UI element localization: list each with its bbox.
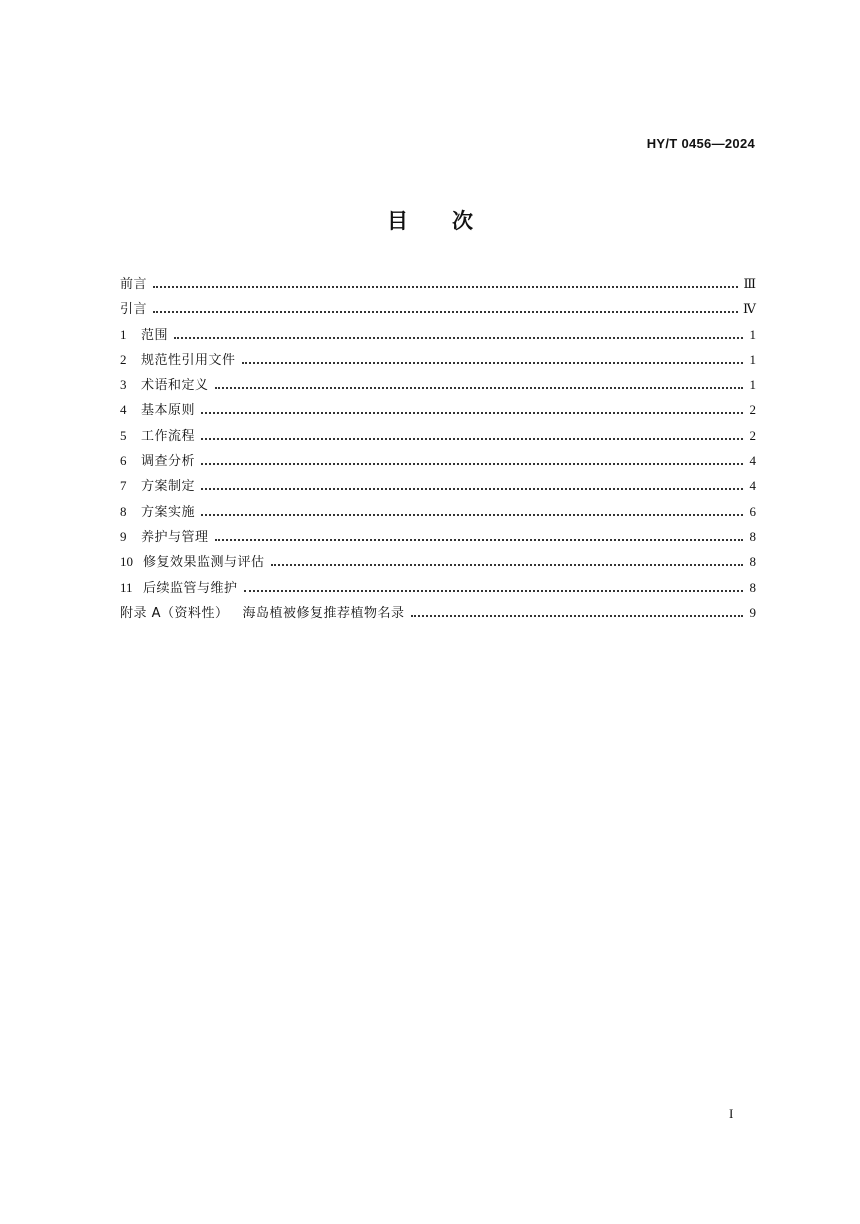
dot-leader bbox=[201, 463, 743, 465]
dot-leader bbox=[201, 412, 743, 414]
toc-entry-label: 修复效果监测与评估 bbox=[143, 555, 265, 571]
toc-entry-investigation-analysis[interactable] bbox=[120, 450, 756, 475]
dot-leader bbox=[215, 539, 743, 541]
toc-entry-maintenance-management[interactable] bbox=[120, 526, 756, 551]
toc-entry-monitoring-evaluation[interactable] bbox=[120, 551, 756, 576]
dot-leader bbox=[153, 311, 738, 313]
toc-entry-label: 海岛植被修复推荐植物名录 bbox=[242, 605, 405, 621]
dot-leader bbox=[215, 387, 743, 389]
toc-entry-page: 4 bbox=[749, 478, 756, 494]
toc-entry-page: 8 bbox=[749, 528, 756, 544]
standard-code: HY/T 0456—2024 bbox=[646, 136, 755, 151]
toc-entry-page: Ⅲ bbox=[743, 276, 756, 291]
toc-entry-label: 引言 bbox=[120, 302, 148, 318]
toc-entry-plan-implementation[interactable] bbox=[120, 501, 756, 526]
dot-leader bbox=[201, 514, 743, 516]
toc-entry-label: 方案实施 bbox=[141, 504, 196, 520]
toc-appendix-tag: 附录 A（资料性） bbox=[120, 605, 229, 621]
toc-entry-introduction[interactable] bbox=[120, 298, 756, 323]
toc-entry-normative-references[interactable] bbox=[120, 349, 756, 374]
dot-leader bbox=[201, 488, 743, 490]
toc-entry-number: 2 bbox=[120, 351, 127, 367]
toc-title-char-1: 目 bbox=[387, 209, 408, 233]
toc-entry-workflow[interactable] bbox=[120, 425, 756, 450]
table-of-contents bbox=[120, 273, 756, 627]
toc-entry-page: 4 bbox=[749, 453, 756, 469]
toc-entry-basic-principles[interactable] bbox=[120, 399, 756, 424]
dot-leader bbox=[242, 362, 743, 364]
toc-entry-label: 前言 bbox=[120, 277, 148, 292]
toc-entry-label: 养护与管理 bbox=[141, 529, 209, 545]
toc-entry-scope[interactable] bbox=[120, 324, 756, 349]
toc-entry-page: 1 bbox=[749, 377, 756, 393]
toc-entry-number: 8 bbox=[120, 503, 127, 519]
toc-title bbox=[0, 208, 860, 234]
toc-entry-terms-definitions[interactable] bbox=[120, 374, 756, 399]
toc-entry-page: 2 bbox=[749, 427, 756, 443]
toc-title-char-2: 次 bbox=[452, 209, 473, 233]
toc-entry-label: 后续监管与维护 bbox=[143, 580, 238, 596]
dot-leader bbox=[201, 438, 743, 440]
dot-leader bbox=[244, 590, 743, 592]
toc-entry-label: 基本原则 bbox=[141, 403, 196, 419]
toc-entry-page: 9 bbox=[749, 604, 756, 620]
toc-entry-plan-formulation[interactable] bbox=[120, 475, 756, 500]
toc-entry-label: 调查分析 bbox=[141, 454, 196, 470]
toc-entry-label: 范围 bbox=[141, 327, 169, 343]
toc-entry-number: 5 bbox=[120, 427, 127, 443]
toc-entry-label: 术语和定义 bbox=[141, 378, 209, 394]
toc-entry-number: 11 bbox=[120, 579, 133, 595]
page-folio: I bbox=[729, 1106, 734, 1121]
toc-entry-page: Ⅳ bbox=[743, 301, 756, 317]
toc-entry-page: 8 bbox=[749, 579, 756, 595]
toc-entry-supervision-upkeep[interactable] bbox=[120, 577, 756, 602]
toc-entry-number: 7 bbox=[120, 478, 127, 494]
toc-entry-label: 方案制定 bbox=[141, 479, 196, 495]
toc-entry-label: 规范性引用文件 bbox=[141, 352, 236, 368]
toc-entry-number: 10 bbox=[120, 554, 133, 570]
toc-entry-appendix-a[interactable] bbox=[120, 602, 756, 627]
toc-entry-page: 1 bbox=[749, 326, 756, 342]
toc-entry-label: 工作流程 bbox=[141, 428, 196, 444]
toc-entry-page: 6 bbox=[749, 503, 756, 519]
toc-entry-number: 3 bbox=[120, 377, 127, 393]
dot-leader bbox=[153, 286, 738, 288]
toc-entry-foreword[interactable] bbox=[120, 273, 756, 298]
dot-leader bbox=[271, 564, 743, 566]
toc-entry-page: 1 bbox=[749, 351, 756, 367]
toc-entry-page: 8 bbox=[749, 554, 756, 570]
toc-entry-page: 2 bbox=[749, 402, 756, 418]
dot-leader bbox=[174, 337, 743, 339]
toc-entry-number: 4 bbox=[120, 402, 127, 418]
toc-entry-number: 6 bbox=[120, 453, 127, 469]
toc-entry-number: 1 bbox=[120, 326, 127, 342]
toc-entry-number: 9 bbox=[120, 528, 127, 544]
dot-leader bbox=[411, 615, 743, 617]
